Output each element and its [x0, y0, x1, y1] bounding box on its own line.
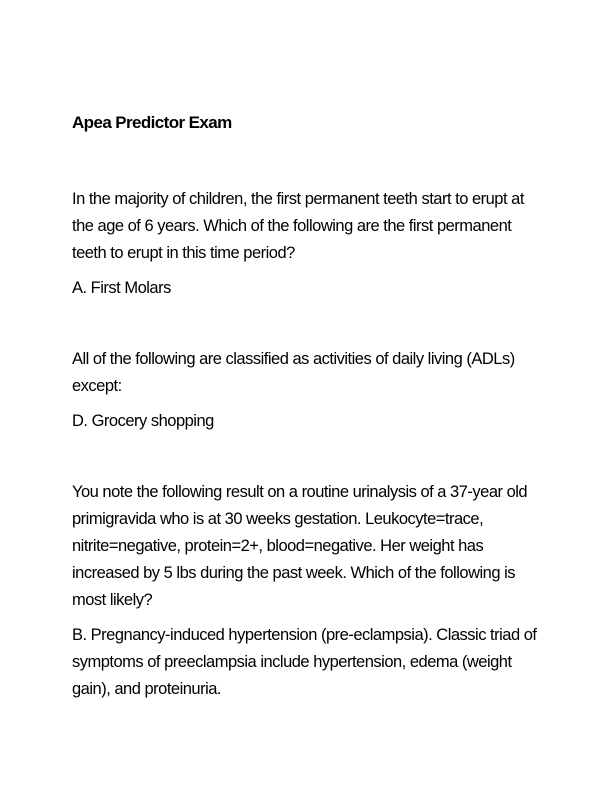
question-block-3 — [72, 479, 547, 703]
answer-text: A. First Molars — [72, 279, 171, 297]
question-block-1 — [72, 186, 547, 302]
question-text: All of the following are classified as activities of daily living (ADLs) except: — [72, 350, 515, 395]
answer-text: B. Pregnancy-induced hypertension (pre-eclampsia). Classic triad of symptoms of preeclampsia include hypertension, edema (weight gain), and proteinuria. — [72, 626, 537, 698]
question-text: You note the following result on a routine urinalysis of a 37-year old primigravida who is at 30 weeks gestation. Leukocyte=trace, nitrite=negative, protein=2+, blood=negative. Her weight has increased by 5 lbs during the past week. Which of the following is most likely? — [72, 483, 528, 609]
question-text: In the majority of children, the first permanent teeth start to erupt at the age of 6 years. Which of the following are the first permanent teeth to erupt in this time period? — [72, 190, 524, 262]
document-title: Apea Predictor Exam — [72, 113, 232, 132]
document-content — [72, 110, 547, 747]
answer-text: D. Grocery shopping — [72, 412, 214, 430]
question-block-2 — [72, 346, 547, 435]
